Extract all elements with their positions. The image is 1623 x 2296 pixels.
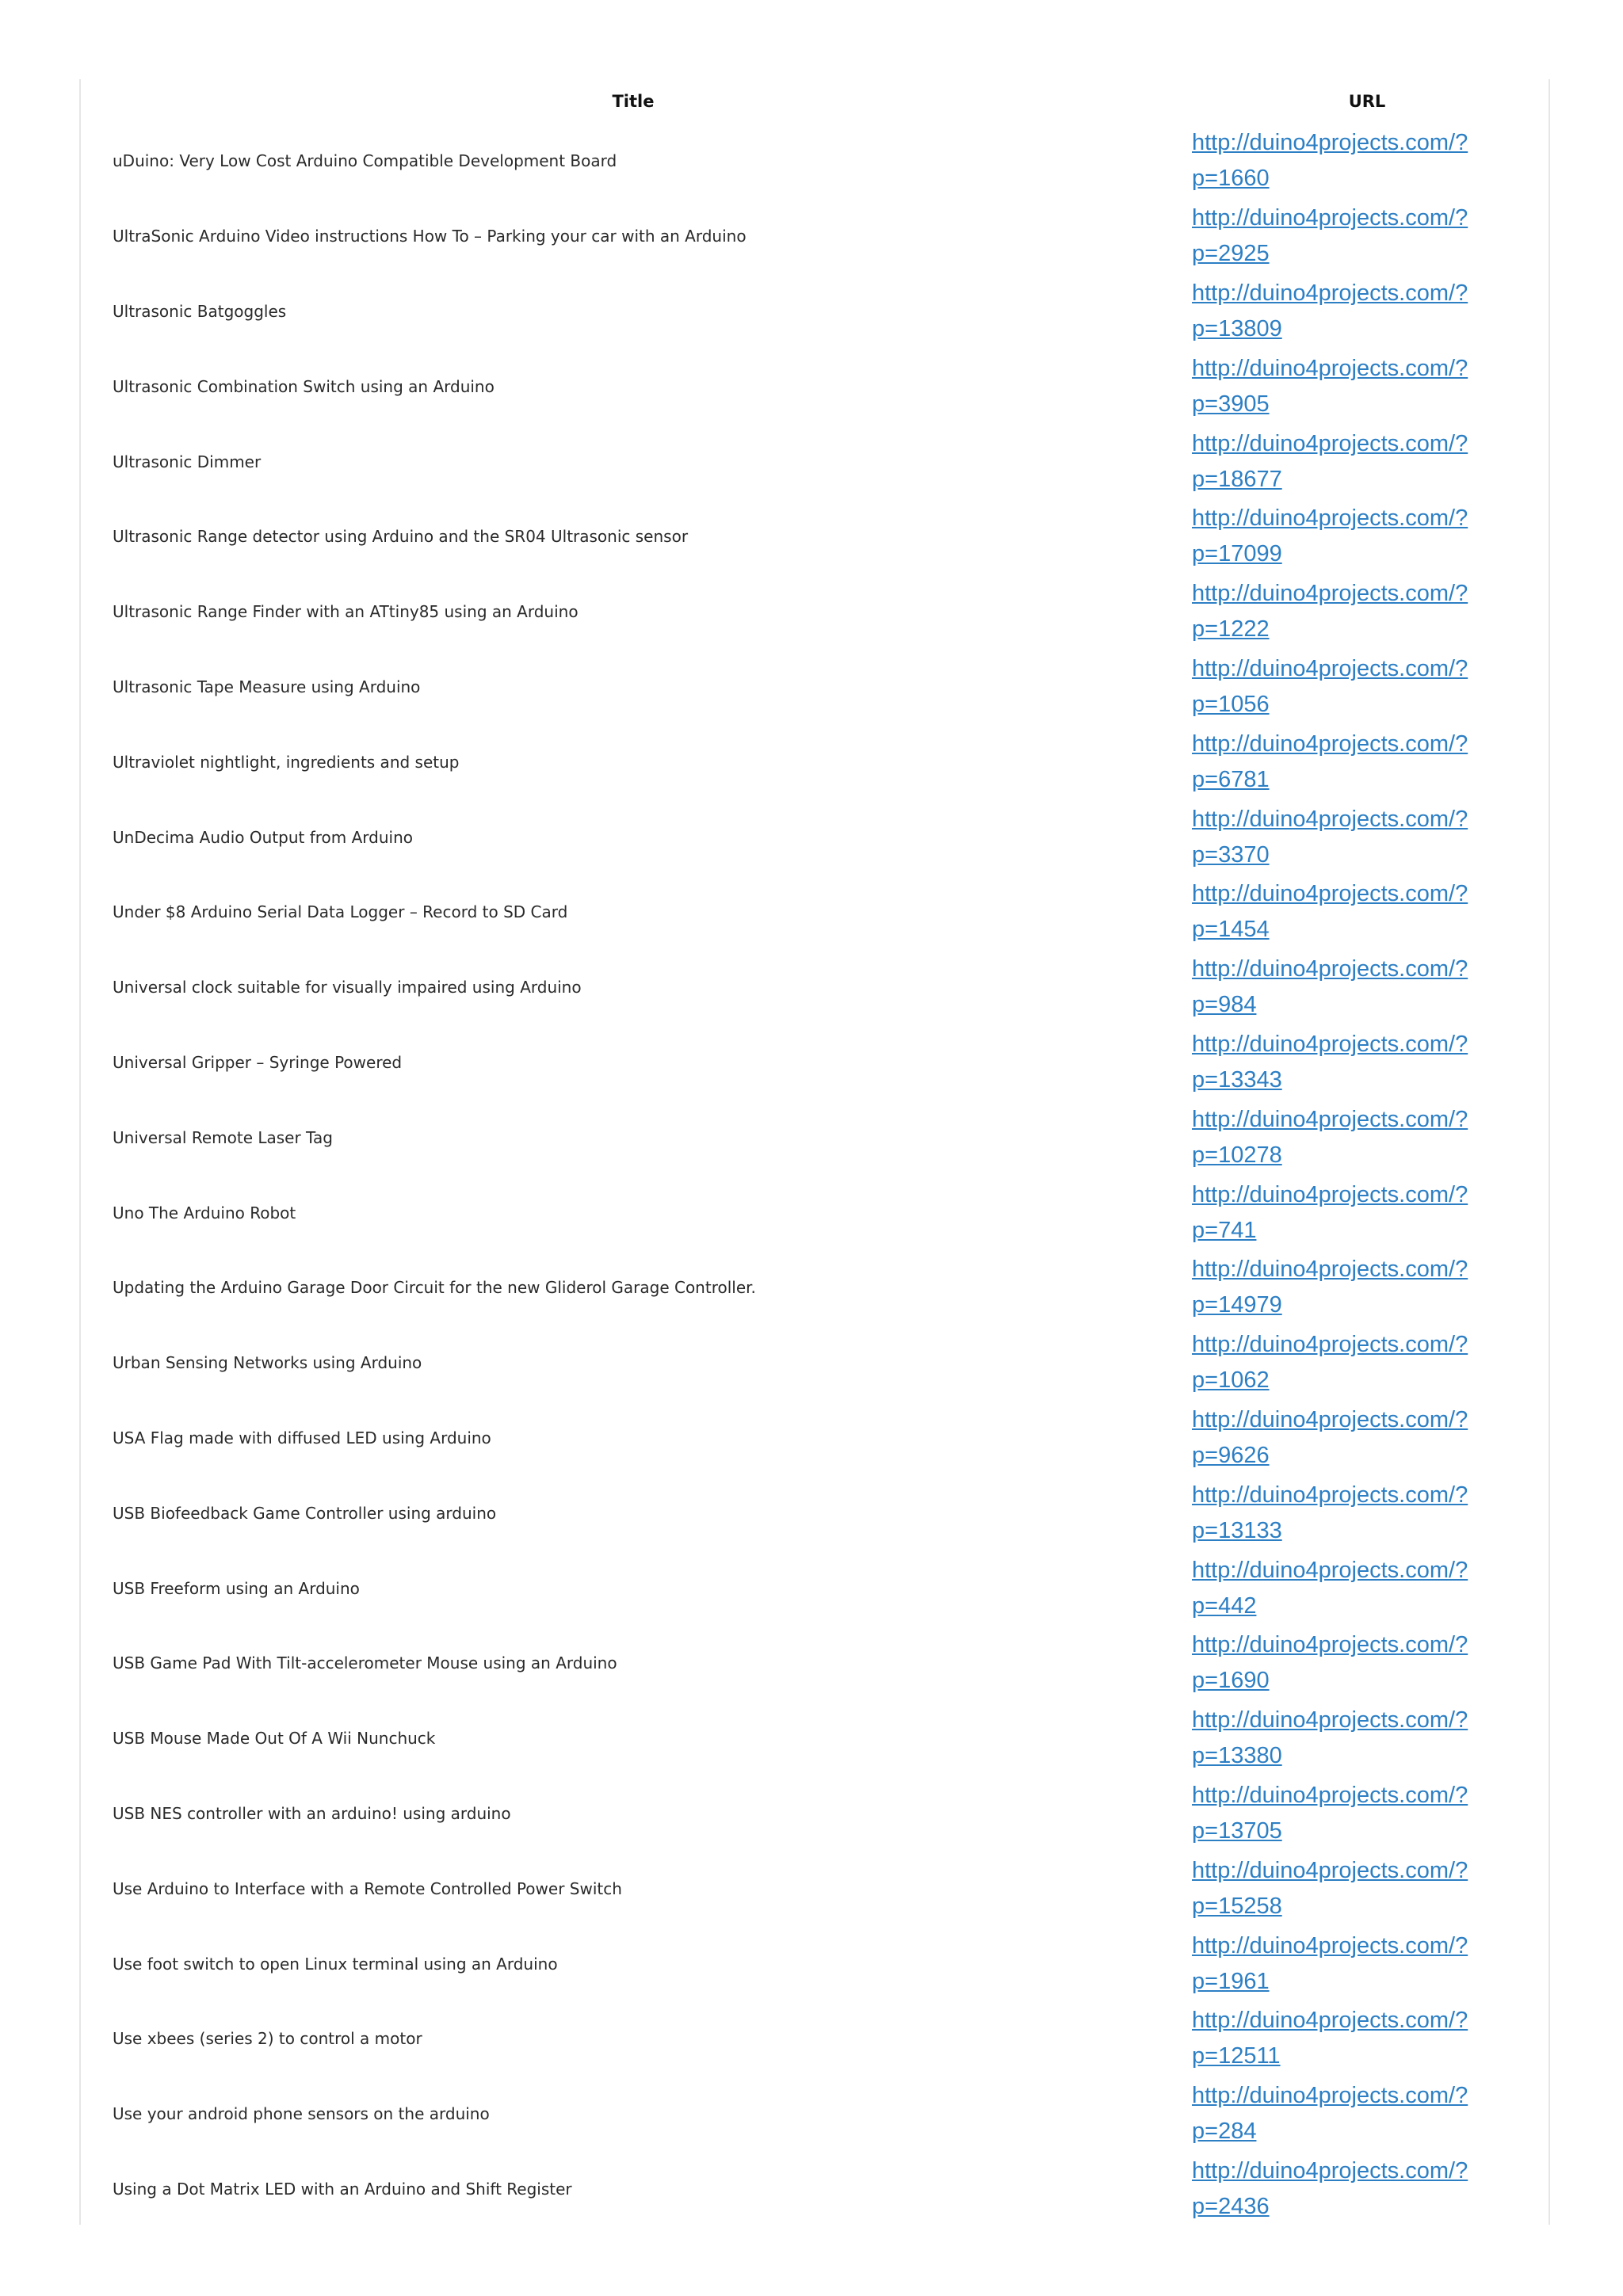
project-title: Ultrasonic Range Finder with an ATtiny85 using an Arduino	[113, 602, 579, 622]
table-row	[81, 950, 1549, 1025]
project-url-link[interactable]: http://duino4projects.com/?p=1690	[1192, 1632, 1468, 1694]
project-title: Universal clock suitable for visually impaired using Arduino	[113, 978, 582, 997]
project-url-link[interactable]: http://duino4projects.com/?p=741	[1192, 1181, 1468, 1243]
project-title: Use your android phone sensors on the arduino	[113, 2104, 490, 2124]
project-title: USA Flag made with diffused LED using Arduino	[113, 1428, 491, 1447]
project-url-link[interactable]: http://duino4projects.com/?p=13343	[1192, 1031, 1468, 1093]
url-cell	[1186, 1926, 1549, 2001]
project-title: Ultrasonic Dimmer	[113, 452, 262, 471]
table-body	[81, 124, 1549, 2226]
table-row	[81, 499, 1549, 574]
url-cell	[1186, 1025, 1549, 1100]
table-row	[81, 875, 1549, 950]
project-url-link[interactable]: http://duino4projects.com/?p=1062	[1192, 1332, 1468, 1394]
project-url-link[interactable]: http://duino4projects.com/?p=13705	[1192, 1782, 1468, 1844]
project-url-link[interactable]: http://duino4projects.com/?p=284	[1192, 2083, 1468, 2145]
url-cell	[1186, 1776, 1549, 1852]
table-row	[81, 1776, 1549, 1852]
url-column-header: URL	[1348, 92, 1386, 111]
url-cell	[1186, 1401, 1549, 1476]
table-row	[81, 1325, 1549, 1401]
header-row	[81, 79, 1549, 124]
project-url-link[interactable]: http://duino4projects.com/?p=6781	[1192, 730, 1468, 792]
project-title: uDuino: Very Low Cost Arduino Compatible Development Board	[113, 151, 617, 171]
table-row	[81, 1175, 1549, 1250]
url-cell	[1186, 1475, 1549, 1550]
project-url-link[interactable]: http://duino4projects.com/?p=13809	[1192, 280, 1468, 341]
url-cell	[1186, 124, 1549, 199]
project-title: Use xbees (series 2) to control a motor	[113, 2029, 422, 2049]
url-cell	[1186, 2152, 1549, 2227]
project-url-link[interactable]: http://duino4projects.com/?p=17099	[1192, 505, 1468, 567]
url-cell	[1186, 1626, 1549, 1701]
url-cell	[1186, 950, 1549, 1025]
project-url-link[interactable]: http://duino4projects.com/?p=13380	[1192, 1707, 1468, 1769]
table-row	[81, 124, 1549, 199]
project-title: Use foot switch to open Linux terminal using an Arduino	[113, 1954, 558, 1974]
url-cell	[1186, 574, 1549, 650]
url-cell	[1186, 1100, 1549, 1175]
project-title: Universal Remote Laser Tag	[113, 1127, 333, 1147]
project-url-link[interactable]: http://duino4projects.com/?p=2436	[1192, 2157, 1468, 2219]
project-url-link[interactable]: http://duino4projects.com/?p=9626	[1192, 1406, 1468, 1468]
table-row	[81, 1100, 1549, 1175]
table-row	[81, 424, 1549, 499]
project-title: USB Game Pad With Tilt-accelerometer Mouse using an Arduino	[113, 1653, 617, 1673]
project-url-link[interactable]: http://duino4projects.com/?p=12511	[1192, 2008, 1468, 2069]
project-title: UltraSonic Arduino Video instructions How To – Parking your car with an Arduino	[113, 227, 747, 246]
url-cell	[1186, 274, 1549, 349]
project-title: Universal Gripper – Syringe Powered	[113, 1052, 403, 1072]
project-title: Uno The Arduino Robot	[113, 1203, 296, 1222]
project-table	[81, 79, 1549, 2226]
project-url-link[interactable]: http://duino4projects.com/?p=1222	[1192, 581, 1468, 643]
project-url-link[interactable]: http://duino4projects.com/?p=2925	[1192, 205, 1468, 267]
url-cell	[1186, 499, 1549, 574]
project-title: Using a Dot Matrix LED with an Arduino and Shift Register	[113, 2179, 572, 2199]
url-cell	[1186, 1325, 1549, 1401]
project-url-link[interactable]: http://duino4projects.com/?p=13133	[1192, 1482, 1468, 1543]
table-row	[81, 799, 1549, 875]
table-row	[81, 724, 1549, 799]
url-cell	[1186, 724, 1549, 799]
url-cell	[1186, 2001, 1549, 2077]
project-url-link[interactable]: http://duino4projects.com/?p=984	[1192, 956, 1468, 1018]
project-title: Under $8 Arduino Serial Data Logger – Record to SD Card	[113, 902, 568, 922]
table-row	[81, 1025, 1549, 1100]
project-title: Ultrasonic Tape Measure using Arduino	[113, 677, 421, 696]
url-cell	[1186, 1175, 1549, 1250]
project-title: Use Arduino to Interface with a Remote Controlled Power Switch	[113, 1878, 622, 1898]
url-cell	[1186, 1701, 1549, 1776]
url-cell	[1186, 1250, 1549, 1325]
project-url-link[interactable]: http://duino4projects.com/?p=10278	[1192, 1106, 1468, 1168]
project-url-link[interactable]: http://duino4projects.com/?p=18677	[1192, 430, 1468, 492]
project-title: USB NES controller with an arduino! using arduino	[113, 1803, 511, 1823]
project-title: UnDecima Audio Output from Arduino	[113, 827, 413, 847]
url-cell	[1186, 875, 1549, 950]
project-title: Urban Sensing Networks using Arduino	[113, 1353, 422, 1373]
url-cell	[1186, 1851, 1549, 1926]
project-url-link[interactable]: http://duino4projects.com/?p=1660	[1192, 130, 1468, 192]
project-title: Updating the Arduino Garage Door Circuit for the new Gliderol Garage Controller.	[113, 1278, 756, 1298]
table-row	[81, 1701, 1549, 1776]
project-url-link[interactable]: http://duino4projects.com/?p=15258	[1192, 1857, 1468, 1919]
project-url-link[interactable]: http://duino4projects.com/?p=442	[1192, 1557, 1468, 1619]
table-header	[81, 79, 1549, 124]
table-row	[81, 2001, 1549, 2077]
project-title: Ultrasonic Batgoggles	[113, 301, 287, 321]
table-row	[81, 199, 1549, 274]
project-url-link[interactable]: http://duino4projects.com/?p=14979	[1192, 1257, 1468, 1318]
table-row	[81, 1626, 1549, 1701]
table-row	[81, 2152, 1549, 2227]
url-cell	[1186, 650, 1549, 725]
project-title: USB Freeform using an Arduino	[113, 1578, 360, 1598]
project-title: Ultrasonic Combination Switch using an Arduino	[113, 376, 495, 396]
url-cell	[1186, 799, 1549, 875]
url-cell	[1186, 424, 1549, 499]
url-cell	[1186, 199, 1549, 274]
project-title: USB Mouse Made Out Of A Wii Nunchuck	[113, 1729, 436, 1749]
project-url-link[interactable]: http://duino4projects.com/?p=3905	[1192, 355, 1468, 417]
table-row	[81, 574, 1549, 650]
table-row	[81, 650, 1549, 725]
table-row	[81, 274, 1549, 349]
url-cell	[1186, 1550, 1549, 1626]
title-column-header: Title	[612, 92, 655, 111]
table-row	[81, 2077, 1549, 2152]
project-title: Ultrasonic Range detector using Arduino and the SR04 Ultrasonic sensor	[113, 527, 689, 547]
table-row	[81, 1401, 1549, 1476]
page-frame	[79, 79, 1550, 2225]
project-url-link[interactable]: http://duino4projects.com/?p=3370	[1192, 806, 1468, 868]
table-row	[81, 1550, 1549, 1626]
table-row	[81, 1851, 1549, 1926]
table-row	[81, 1250, 1549, 1325]
project-url-link[interactable]: http://duino4projects.com/?p=1454	[1192, 881, 1468, 943]
url-cell	[1186, 2077, 1549, 2152]
table-row	[81, 1475, 1549, 1550]
project-title: Ultraviolet nightlight, ingredients and setup	[113, 752, 460, 772]
project-url-link[interactable]: http://duino4projects.com/?p=1961	[1192, 1932, 1468, 1994]
project-title: USB Biofeedback Game Controller using arduino	[113, 1503, 497, 1523]
table-row	[81, 1926, 1549, 2001]
table-row	[81, 349, 1549, 424]
project-url-link[interactable]: http://duino4projects.com/?p=1056	[1192, 655, 1468, 717]
url-cell	[1186, 349, 1549, 424]
